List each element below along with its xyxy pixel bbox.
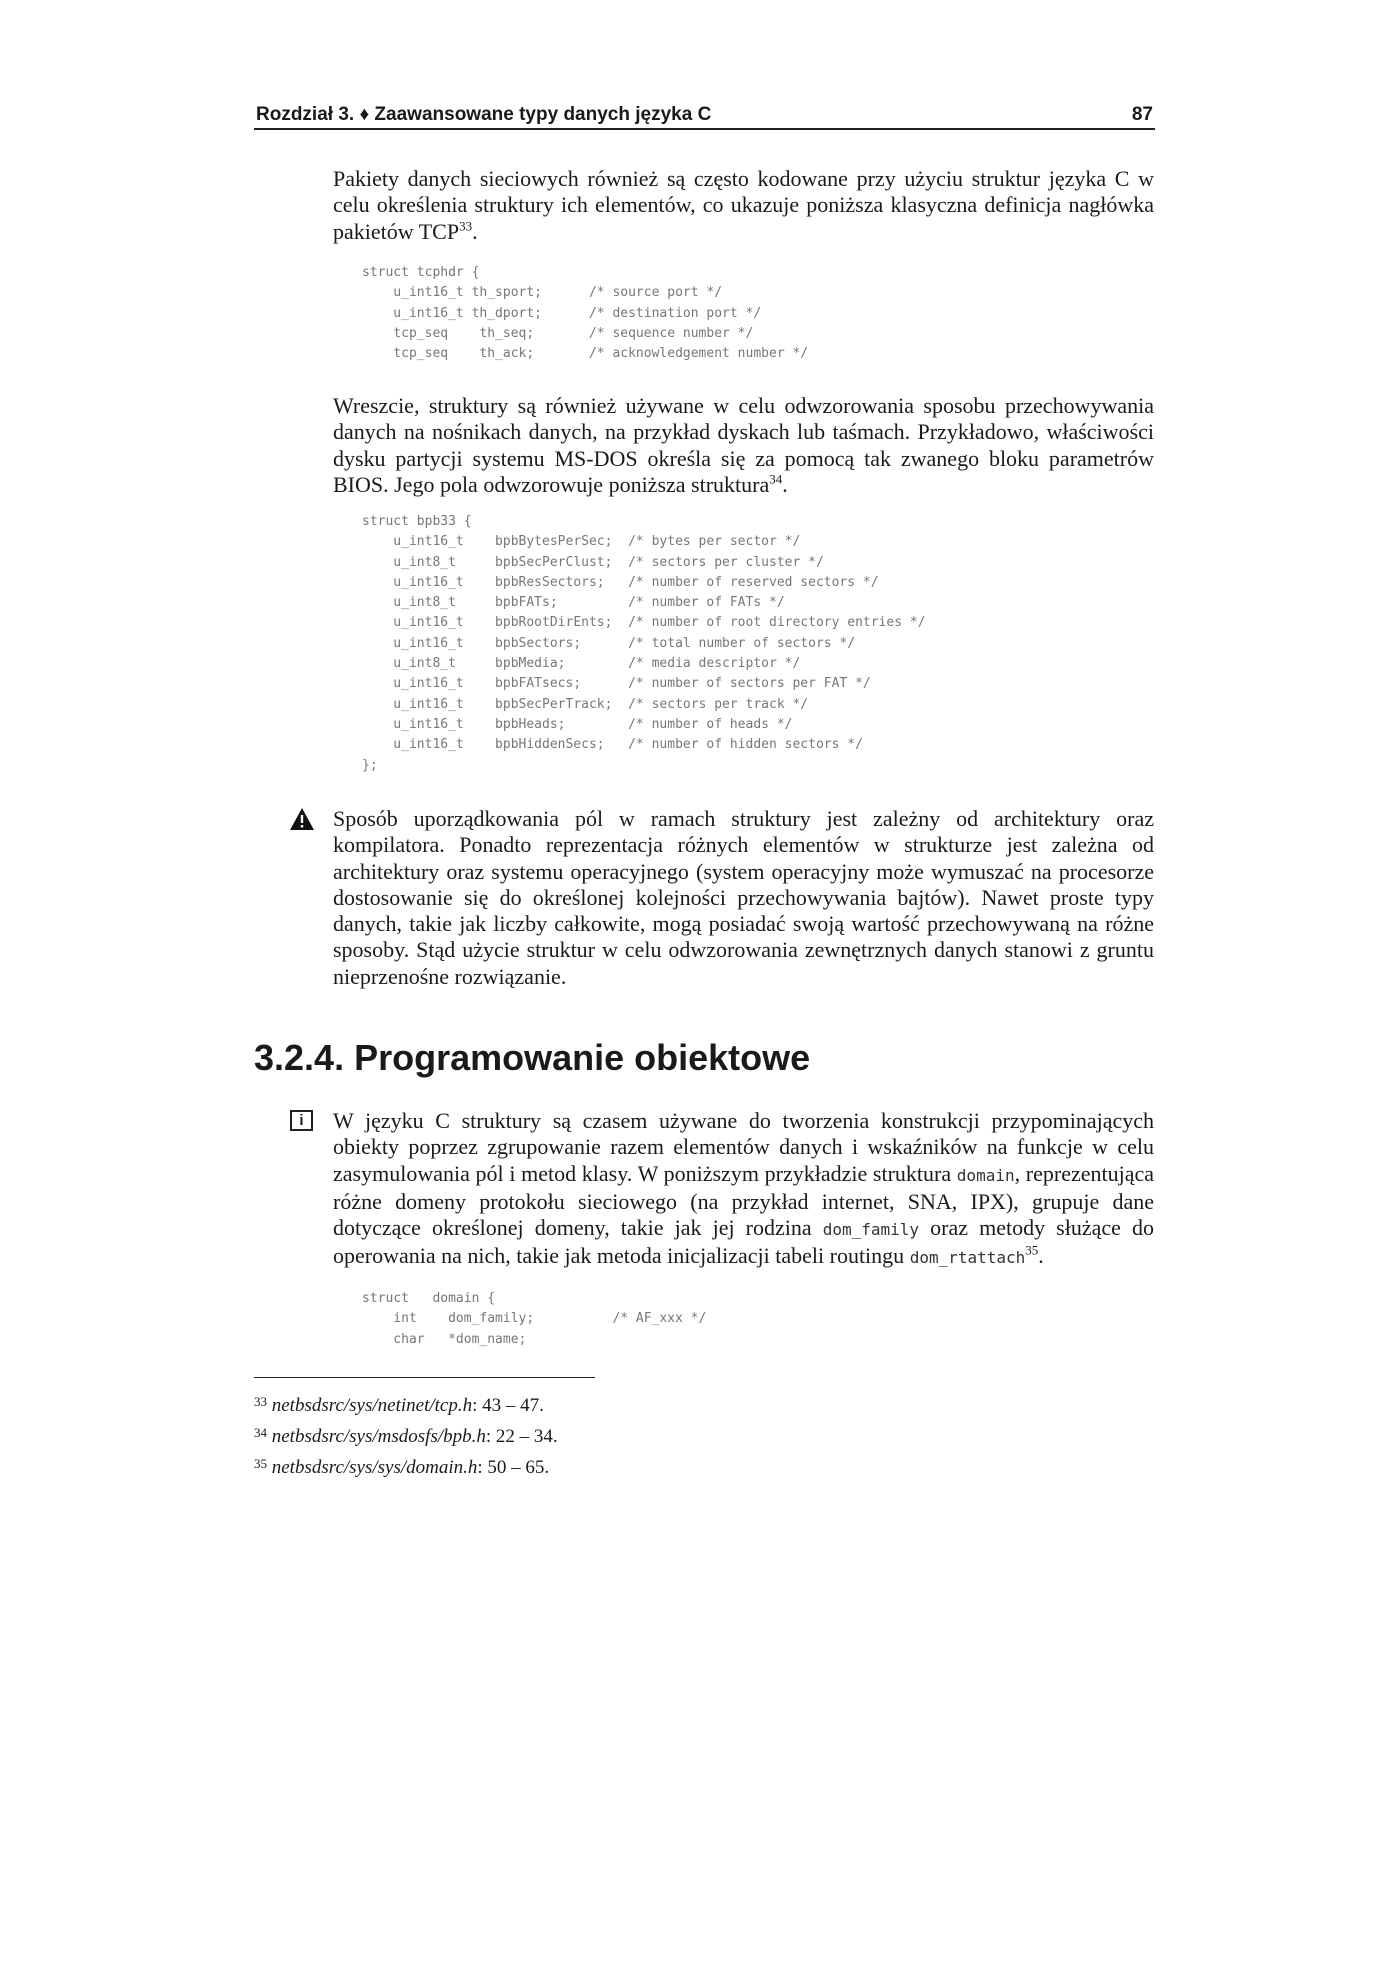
chapter-title: Rozdział 3. ♦ Zaawansowane typy danych języka C <box>256 104 712 125</box>
paragraph-bpb-intro: Wreszcie, struktury są również używane w celu odwzorowania sposobu przechowywania danych na nośnikach danych, na przykład dyskach lub taśmach. Przykładowo, właściwości dysku partycji systemu MS-DOS określa się za pomocą tak zwanego bloku parametrów BIOS. Jego pola odwzorowuje poniższa struktura$^{34}$. <box>333 393 1154 497</box>
footnote-34: $^{34}$ netbsdsrc/sys/msdosfs/bpb.h: 22 – 34. <box>254 1425 558 1447</box>
footnote-ref-33[interactable]: 33 <box>459 218 473 234</box>
footnote-divider <box>254 1377 595 1378</box>
warning-triangle-icon <box>289 807 315 831</box>
footnote-33: $^{33}$ netbsdsrc/sys/netinet/tcp.h: 43 – 47. <box>254 1394 544 1416</box>
code-bpb33: struct bpb33 { u_int16_t bpbBytesPerSec; /* bytes per sector */ u_int8_t bpbSecPerClust; /* sectors per cluster */ u_int16_t bpbResSectors; /* number of reserved sectors */ u_int8_t bpbFATs; /* number of FATs */ u_int16_t bpbRootDirEnts; /* number of root directory entries */ u_int16_t bpbSectors; /* total number of sectors */ u_int8_t bpbMedia; /* media descriptor */ u_int16_t bpbFATsecs; /* number of sectors per FAT */ u_int16_t bpbSecPerTrack; /* sectors per track */ u_int16_t bpbHeads; /* number of heads */ u_int16_t bpbHiddenSecs; /* number of hidden sectors */ }; <box>362 514 926 773</box>
footnote-35: $^{35}$ netbsdsrc/sys/sys/domain.h: 50 – 65. <box>254 1456 550 1478</box>
running-header <box>254 102 1155 130</box>
inline-code-domain: domain <box>956 1165 1015 1185</box>
paragraph-tcp-intro: Pakiety danych sieciowych również są często kodowane przy użyciu struktur języka C w celu określenia struktury ich elementów, co ukazuje poniższa klasyczna definicja nagłówka pakietów TCP$^{33}$. <box>333 166 1154 244</box>
info-paragraph: W języku C struktury są czasem używane do tworzenia konstrukcji przypominających obiekty poprzez zgrupowanie razem elementów danych i wskaźników na funkcje w celu zasymulowania pól i metod klasy. W poniższym przykładzie struktura domain, reprezentująca różne domeny protokołu sieciowego (na przykład internet, SNA, IPX), grupuje dane dotyczące określonej domeny, takie jak jej rodzina dom_family oraz metody służące do operowania na nich, takie jak metoda inicjalizacji tabeli routingu dom_rtattach$^{35}$. <box>333 1108 1155 1269</box>
footnote-ref-35[interactable]: 35 <box>1025 1243 1039 1259</box>
code-tcphdr: struct tcphdr { u_int16_t th_sport; /* source port */ u_int16_t th_dport; /* destination port */ tcp_seq th_seq; /* sequence number */ tcp_seq th_ack; /* acknowledgement number */ <box>362 265 809 362</box>
code-domain: struct domain { int dom_family; /* AF_xxx */ char *dom_name; <box>362 1291 707 1347</box>
inline-code-dom-rtattach: dom_rtattach <box>909 1248 1026 1268</box>
info-icon: i <box>290 1110 313 1131</box>
inline-code-dom-family: dom_family <box>822 1220 920 1240</box>
warning-paragraph: Sposób uporządkowania pól w ramach struktury jest zależny od architektury oraz kompilatora. Ponadto reprezentacja różnych elementów w strukturze jest zależna od architektury oraz systemu operacyjnego (system operacyjny może wymuszać na procesorze dostosowanie się do określonej kolejności przechowywania bajtów). Nawet proste typy danych, takie jak liczby całkowite, mogą posiadać swoją wartość przechowywaną na różne sposoby. Stąd użycie struktur w celu odwzorowania zewnętrznych danych stanowi z gruntu nieprzenośne rozwiązanie. <box>333 806 1154 989</box>
footnote-ref-34[interactable]: 34 <box>769 471 783 487</box>
page-number: 87 <box>1131 104 1153 125</box>
section-heading: 3.2.4. Programowanie obiektowe <box>254 1037 811 1078</box>
